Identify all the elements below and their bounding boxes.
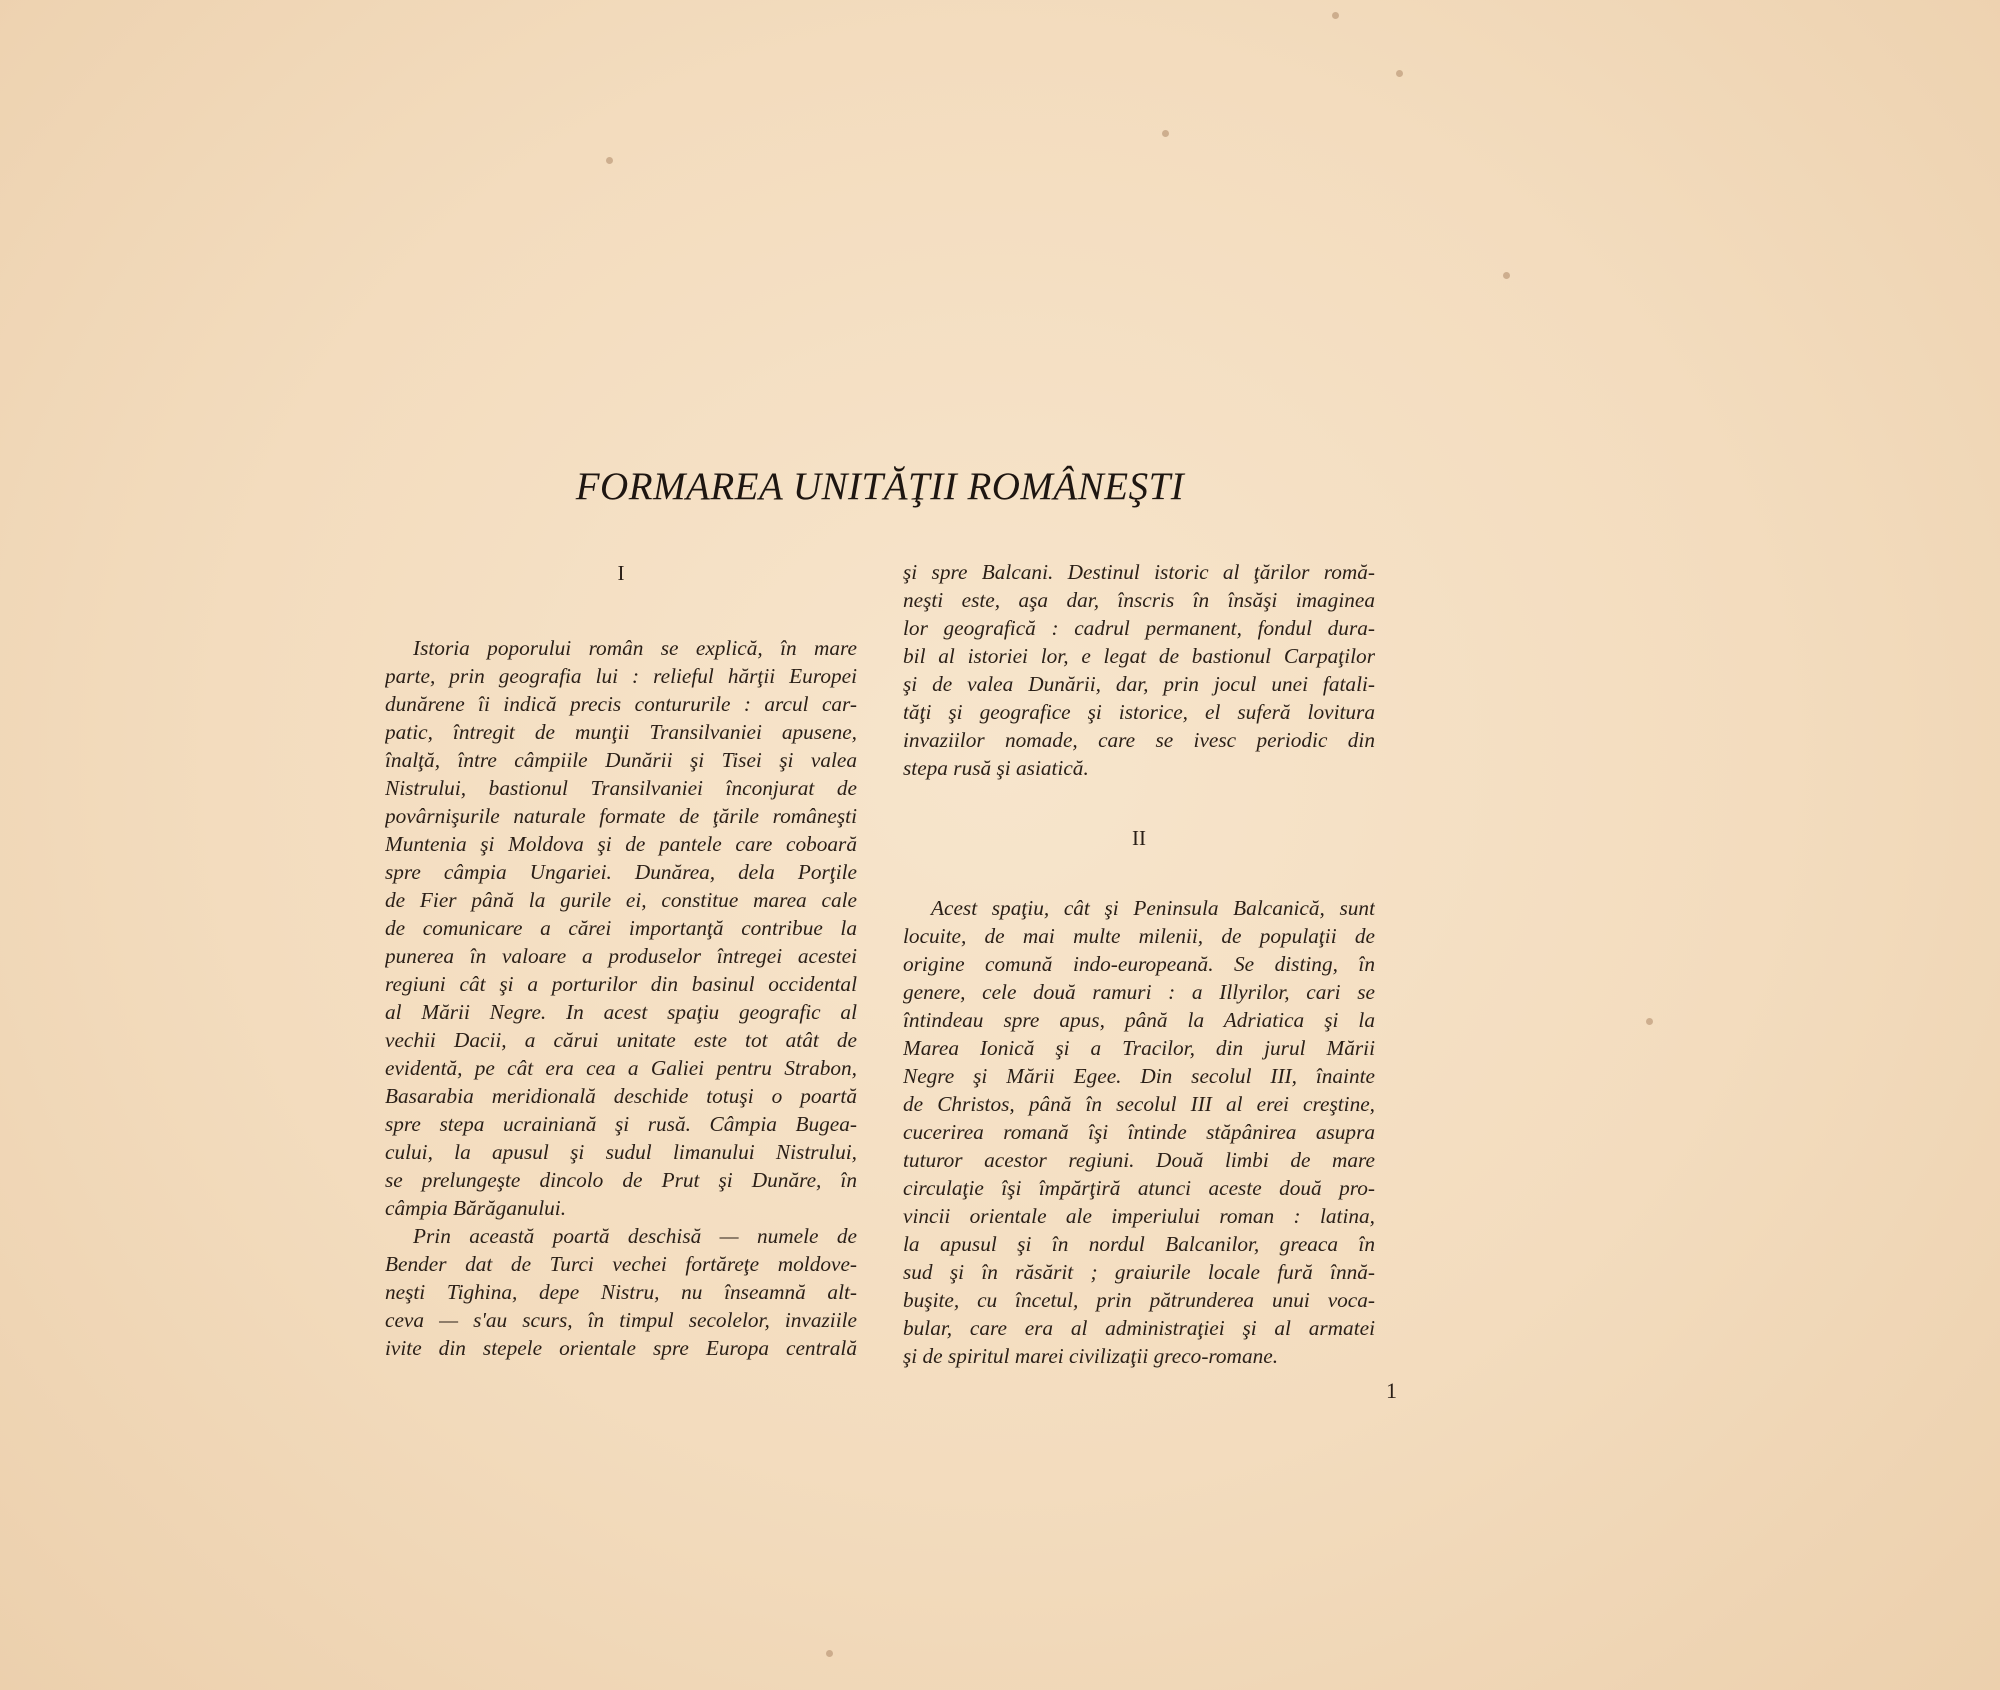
text-line: invaziilor nomade, care se ivesc periodic din bbox=[903, 728, 1375, 752]
text-line: buşite, cu încetul, prin pătrunderea unui voca- bbox=[903, 1288, 1375, 1312]
text-line: Prin această poartă deschisă — numele de bbox=[413, 1224, 857, 1248]
text-line: şi de spiritul marei civilizaţii greco-romane. bbox=[903, 1344, 1279, 1368]
text-line: lor geografică : cadrul permanent, fondul dura- bbox=[903, 616, 1375, 640]
text-line: genere, cele două ramuri : a Illyrilor, cari se bbox=[903, 980, 1375, 1004]
text-line: Basarabia meridională deschide totuşi o poartă bbox=[385, 1084, 857, 1108]
section-number: I bbox=[617, 561, 625, 585]
text-line: Istoria poporului român se explică, în mare bbox=[413, 636, 857, 660]
text-line: şi de valea Dunării, dar, prin jocul unei fatali- bbox=[903, 672, 1375, 696]
text-line: Nistrului, bastionul Transilvaniei înconjurat de bbox=[385, 776, 857, 800]
paper-speck bbox=[1332, 12, 1339, 19]
text-line: patic, întregit de munţii Transilvaniei apusene, bbox=[385, 720, 857, 744]
right-column bbox=[903, 558, 1375, 1370]
text-line: sud şi în răsărit ; graiurile locale fură înnă- bbox=[903, 1260, 1375, 1284]
page-title: FORMAREA UNITĂŢII ROMÂNEŞTI bbox=[575, 465, 1185, 508]
text-line: înalţă, între câmpiile Dunării şi Tisei şi valea bbox=[385, 748, 857, 772]
text-line: povârnişurile naturale formate de ţările româneşti bbox=[385, 804, 857, 828]
text-line: circulaţie îşi împărţiră atunci aceste două pro- bbox=[903, 1176, 1375, 1200]
text-line: dunărene îi indică precis contururile : arcul car- bbox=[385, 692, 857, 716]
paper-speck bbox=[1396, 70, 1403, 77]
paper-speck bbox=[1503, 272, 1510, 279]
text-line: ivite din stepele orientale spre Europa centrală bbox=[385, 1336, 857, 1360]
text-line: cucerirea romană îşi întinde stăpânirea asupra bbox=[903, 1120, 1375, 1144]
section-number: II bbox=[1132, 826, 1146, 850]
text-line: Bender dat de Turci vechei fortăreţe moldove- bbox=[385, 1252, 857, 1276]
text-line: tăţi şi geografice şi istorice, el suferă lovitura bbox=[903, 700, 1375, 724]
text-line: spre stepa ucrainiană şi rusă. Câmpia Bugea- bbox=[385, 1112, 857, 1136]
text-line: întindeau spre apus, până la Adriatica şi la bbox=[903, 1008, 1375, 1032]
text-line: cului, la apusul şi sudul limanului Nistrului, bbox=[385, 1140, 857, 1164]
text-line: evidentă, pe cât era cea a Galiei pentru Strabon, bbox=[385, 1056, 857, 1080]
text-line: vechii Dacii, a cărui unitate este tot atât de bbox=[385, 1028, 857, 1052]
text-line: vincii orientale ale imperiului roman : latina, bbox=[903, 1204, 1375, 1228]
paper-speck bbox=[606, 157, 613, 164]
text-line: se prelungeşte dincolo de Prut şi Dunăre, în bbox=[385, 1168, 857, 1192]
page-number: 1 bbox=[1386, 1378, 1397, 1403]
paper-speck bbox=[1162, 130, 1169, 137]
text-line: ceva — s'au scurs, în timpul secolelor, invaziile bbox=[385, 1308, 857, 1332]
paper-speck bbox=[1646, 1018, 1653, 1025]
text-line: punerea în valoare a produselor întregei acestei bbox=[385, 944, 857, 968]
text-line: parte, prin geografia lui : relieful hărţii Europei bbox=[385, 664, 857, 688]
text-line: Acest spaţiu, cât şi Peninsula Balcanică, sunt bbox=[931, 896, 1375, 920]
text-line: şi spre Balcani. Destinul istoric al ţărilor romă- bbox=[903, 560, 1375, 584]
text-line: bular, care era al administraţiei şi al armatei bbox=[903, 1316, 1375, 1340]
text-line: neşti este, aşa dar, înscris în însăşi imaginea bbox=[903, 588, 1375, 612]
text-line: la apusul şi în nordul Balcanilor, greaca în bbox=[903, 1232, 1375, 1256]
text-line: de comunicare a cărei importanţă contribue la bbox=[385, 916, 857, 940]
text-line: spre câmpia Ungariei. Dunărea, dela Porţile bbox=[385, 860, 857, 884]
text-line: regiuni cât şi a porturilor din basinul occidental bbox=[385, 972, 857, 996]
text-line: Muntenia şi Moldova şi de pantele care coboară bbox=[385, 832, 857, 856]
text-line: tuturor acestor regiuni. Două limbi de mare bbox=[903, 1148, 1375, 1172]
text-line: bil al istoriei lor, e legat de bastionul Carpaţilor bbox=[903, 644, 1375, 668]
text-line: origine comună indo-europeană. Se disting, în bbox=[903, 952, 1375, 976]
text-line: câmpia Bărăganului. bbox=[385, 1196, 567, 1220]
text-line: locuite, de mai multe milenii, de populaţii de bbox=[903, 924, 1375, 948]
text-line: de Christos, până în secolul III al erei creştine, bbox=[903, 1092, 1375, 1116]
left-column bbox=[385, 559, 857, 1362]
text-line: de Fier până la gurile ei, constitue marea cale bbox=[385, 888, 857, 912]
text-line: Negre şi Mării Egee. Din secolul III, înainte bbox=[903, 1064, 1375, 1088]
paper-speck bbox=[826, 1650, 833, 1657]
text-line: neşti Tighina, depe Nistru, nu înseamnă alt- bbox=[385, 1280, 857, 1304]
text-line: al Mării Negre. In acest spaţiu geografic al bbox=[385, 1000, 857, 1024]
text-line: stepa rusă şi asiatică. bbox=[903, 756, 1089, 780]
text-line: Marea Ionică şi a Tracilor, din jurul Mării bbox=[903, 1036, 1375, 1060]
